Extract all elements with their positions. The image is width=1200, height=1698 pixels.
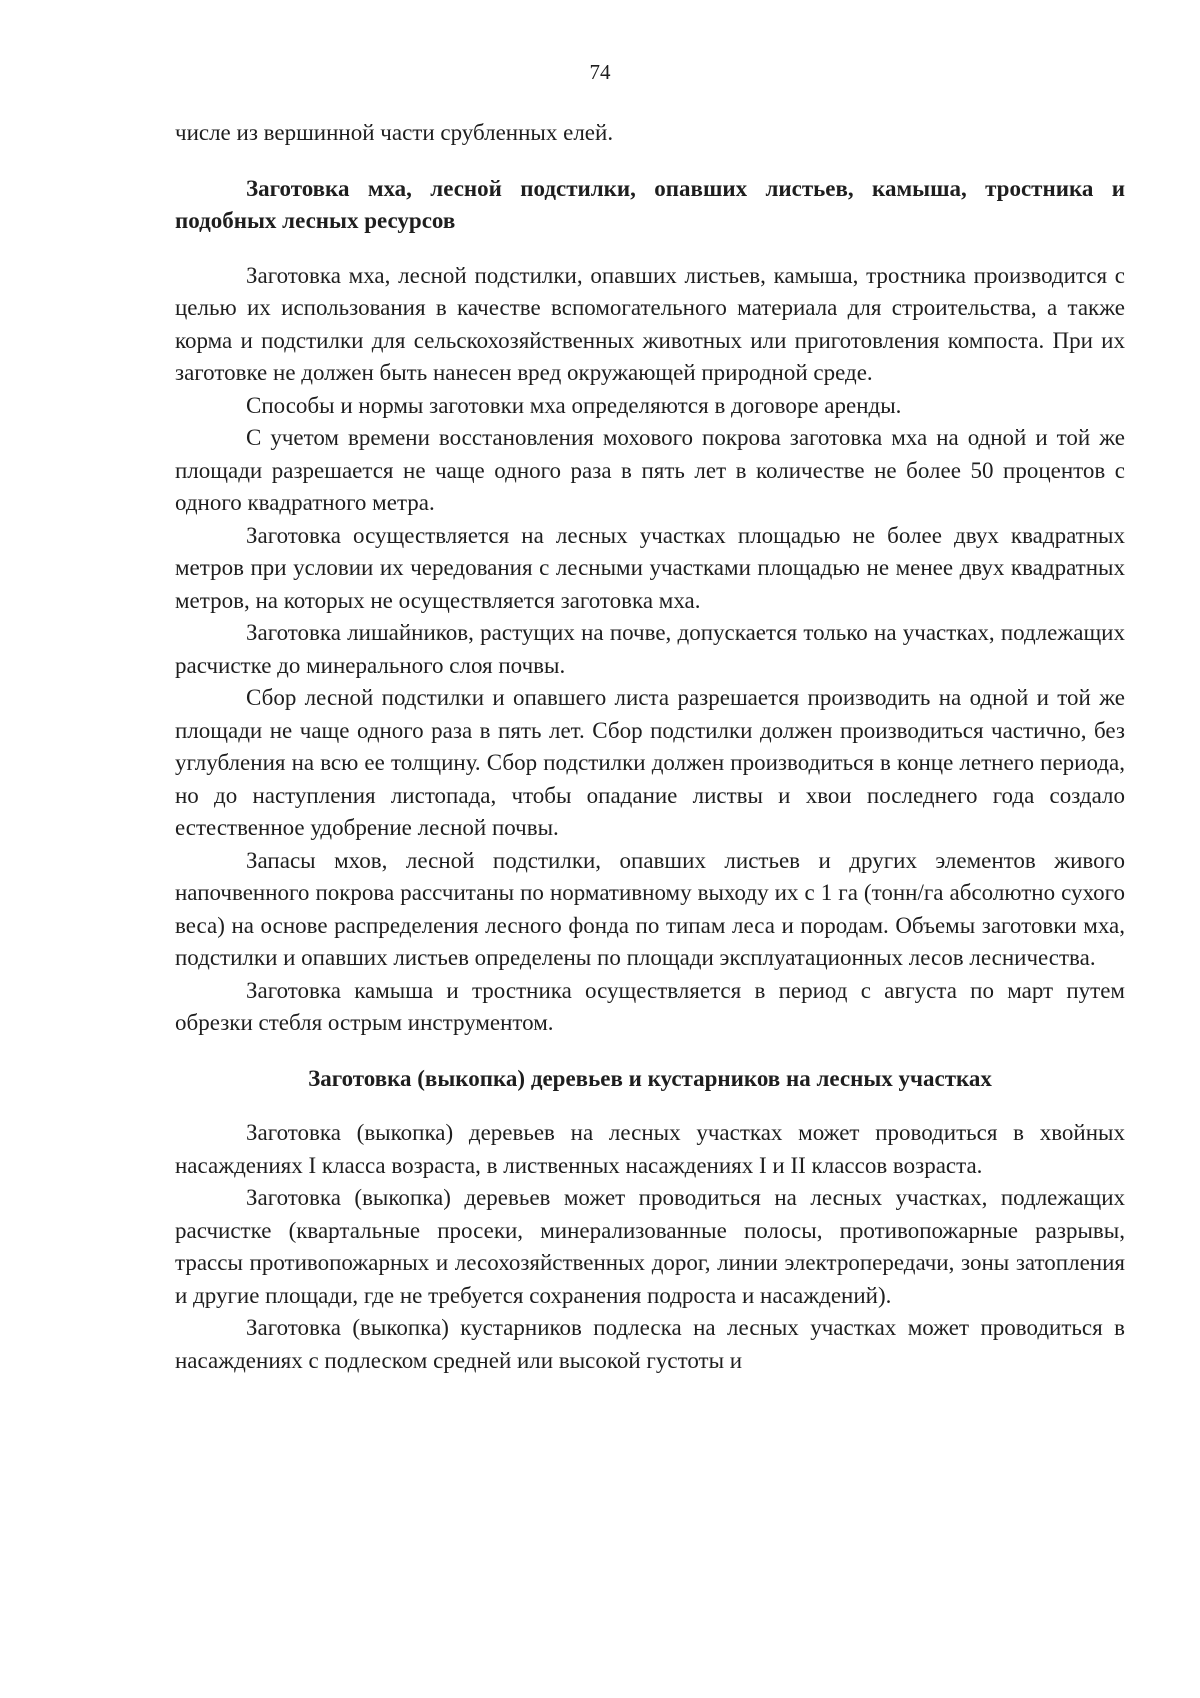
paragraph: Сбор лесной подстилки и опавшего листа разрешается производить на одной и той же площади не чаще одного раза в пять лет. Сбор подстилки должен производиться частично, без углубления на всю ее толщину. Сбор подстилки должен производиться в конце летнего периода, но до наступления листопада, чтобы опадание листвы и хвои последнего года создало естественное удобрение лесной почвы.: [175, 685, 1125, 840]
paragraph: Способы и нормы заготовки мха определяются в договоре аренды.: [246, 392, 902, 418]
section-heading-moss: Заготовка мха, лесной подстилки, опавших листьев, камыша, тростника и подобных лесных ресурсов: [175, 175, 1125, 233]
page-number: 74: [589, 60, 611, 84]
section-heading-digging: Заготовка (выкопка) деревьев и кустарников на лесных участках: [308, 1065, 992, 1091]
paragraph: С учетом времени восстановления мохового покрова заготовка мха на одной и той же площади разрешается не чаще одного раза в пять лет в количестве не более 50 процентов с одного квадратного метра.: [175, 425, 1125, 515]
paragraph: Заготовка осуществляется на лесных участках площадью не более двух квадратных метров при условии их чередования с лесными участками площадью не менее двух квадратных метров, на которых не осуществляется заготовка мха.: [175, 522, 1125, 613]
paragraph: Заготовка мха, лесной подстилки, опавших листьев, камыша, тростника производится с целью их использования в качестве вспомогательного материала для строительства, а также корма и подстилки для сельскохозяйственных животных или приготовления компоста. При их заготовке не должен быть нанесен вред окружающей природной среде.: [175, 262, 1125, 385]
paragraph: Заготовка (выкопка) деревьев на лесных участках может проводиться в хвойных насаждениях I класса возраста, в лиственных насаждениях I и II классов возраста.: [175, 1120, 1125, 1178]
paragraph: Заготовка лишайников, растущих на почве, допускается только на участках, подлежащих расчистке до минерального слоя почвы.: [175, 620, 1125, 678]
paragraph: Заготовка (выкопка) кустарников подлеска на лесных участках может проводиться в насаждениях с подлеском средней или высокой густоты и: [175, 1315, 1125, 1373]
paragraph-intro: числе из вершинной части срубленных елей.: [175, 120, 614, 145]
paragraph: Запасы мхов, лесной подстилки, опавших листьев и других элементов живого напочвенного покрова рассчитаны по нормативному выходу их с 1 га (тонн/га абсолютно сухого веса) на основе распределения лесного фонда по типам леса и породам. Объемы заготовки мха, подстилки и опавших листьев определены по площади эксплуатационных лесов лесничества.: [175, 847, 1125, 970]
paragraph: Заготовка камыша и тростника осуществляется в период с августа по март путем обрезки стебля острым инструментом.: [175, 977, 1125, 1035]
paragraph: Заготовка (выкопка) деревьев может проводиться на лесных участках, подлежащих расчистке (квартальные просеки, минерализованные полосы, противопожарные разрывы, трассы противопожарных и лесохозяйственных дорог, линии электропередачи, зоны затопления и другие площади, где не требуется сохранения подроста и насаждений).: [175, 1185, 1125, 1308]
document-body: [175, 117, 1125, 1377]
